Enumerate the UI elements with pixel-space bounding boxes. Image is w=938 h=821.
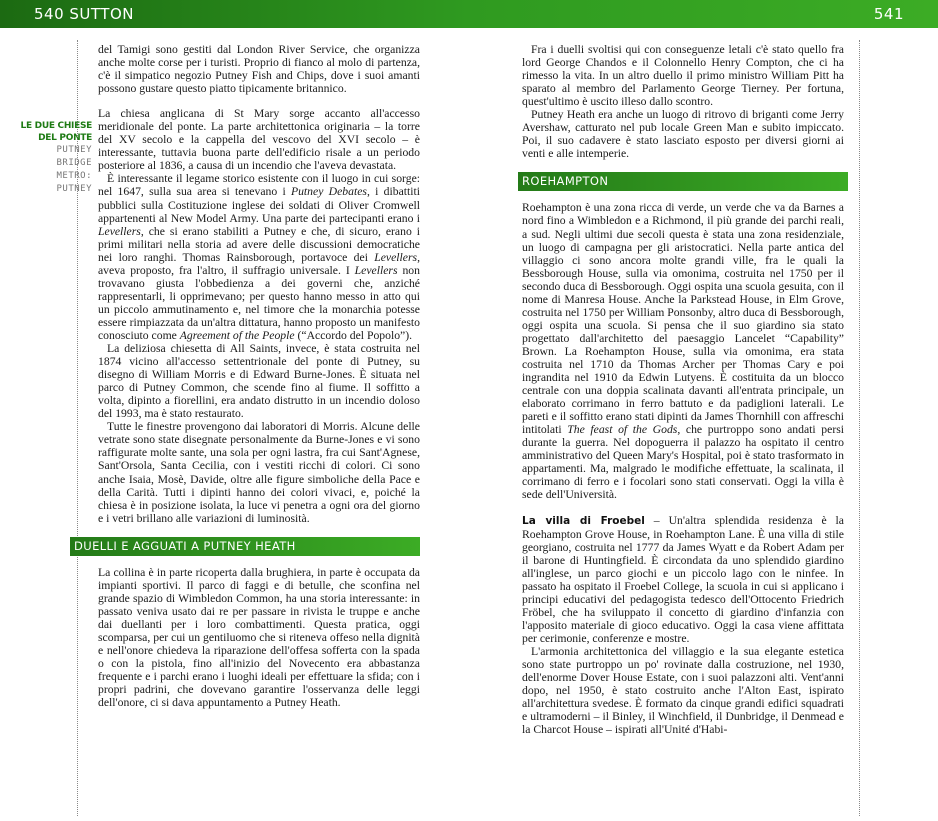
right-dotted-rule (859, 40, 860, 816)
paragraph: La villa di Froebel – Un'altra splendida residenza è la Roehampton Grove House, in Roehampton Lane. È una villa di stile georgiano, costruita nel 1777 da James Wyatt e da Robert Adam per il barone di Huntingfield. È circondata da uno splendido giardino all'inglese, un parco giochi e un piccolo lago con le ninfee. In passato ha ospitato il Froebel College, la scuola in cui si applicano i principi educativi del pedagogista tedesco dell'Ottocento Friedrich Fröbel, che ha sviluppato il concetto di giardino d'infanzia con l'apposito materiale di gioco educativo. Oggi la casa viene affittata per cerimonie, conferenze e mostre. (522, 513, 844, 645)
margin-note-subline: BRIDGE (56, 158, 92, 168)
page-header (0, 0, 938, 28)
paragraph: La deliziosa chiesetta di All Saints, invece, è stata costruita nel 1874 vicino all'accesso settentrionale del ponte di Putney, su disegno di William Morris e di Edward Burne-Jones. È situata nel parco di Putney Common, che scende fino al fiume. Il soffitto a volta, dipinto a fiorellini, era andato distrutto in un incendio doloso del 1993, ma è stato restaurato. (98, 342, 420, 421)
left-page-number: 540 SUTTON (34, 5, 134, 23)
paragraph: Fra i duelli svoltisi qui con conseguenze letali c'è stato quello fra lord George Chandos e il Colonnello Henry Compton, che ci ha rimesso la vita. In un altro duello il primo ministro William Pitt ha sparato al membro del Parlamento George Tierney. Per fortuna, quest'ultimo è uscito illeso dallo scontro. (522, 43, 844, 109)
paragraph: del Tamigi sono gestiti dal London River Service, che organizza anche molte corse per i turisti. Proprio di fianco al molo di partenza, c'è il simpatico negozio Putney Fish and Chips, dove i suoi amanti possono gustare questo piatto tipicamente britannico. (98, 43, 420, 96)
right-page-number: 541 (873, 5, 904, 23)
paragraph: L'armonia architettonica del villaggio e la sua elegante estetica sono state purtroppo un po' rovinate dalla costruzione, nel 1930, dell'enorme Dover House Estate, con i suoi palazzoni alti. Vent'anni dopo, nel 1950, è stato costruito anche l'Alton East, ispirato all'architettura svedese. È formato da cinque grandi edifici squadrati e ultramoderni – il Binley, il Winchfield, il Dunbridge, il Denmead e la Charcot House – ispirati all'Unité d'Habi- (522, 644, 844, 737)
margin-note-subline: PUTNEY (56, 145, 92, 155)
lead-in: La villa di Froebel (522, 514, 645, 527)
section-heading: DUELLI E AGGUATI A PUTNEY HEATH (70, 537, 420, 556)
paragraph: È interessante il legame storico esistente con il luogo in cui sorge: nel 1647, sulla sua area si tenevano i Putney Debates, i dibattiti pubblici sulla Costituzione inglese dei soldati di Oliver Cromwell appartenenti al New Model Army. Una parte dei partecipanti erano i Levellers, che si erano stabiliti a Putney e che, di sicuro, erano i primi militari nella storia ad avere delle discussioni democratiche nei loro ranghi. Thomas Rainsborough, portavoce dei Levellers, aveva proposto, fra l'altro, il suffragio universale. I Levellers non trovavano giusta l'obbedienza a dei governi che, anziché rappresentarli, li opprimevano; per questo hanno messo in atto qui un piccolo ammutinamento e, nel timore che la monarchia potesse essere rimpiazzata da un'altra dittatura, hanno proposto un manifesto conosciuto come Agreement of the People (“Accordo del Popolo”). (98, 172, 421, 342)
margin-note-subline: METRO: (56, 171, 92, 181)
paragraph: Roehampton è una zona ricca di verde, un verde che va da Barnes a nord fino a Wimbledon e a Richmond, il più grande dei parchi reali, a sud. Negli ultimi due secoli questa è stata una zona residenziale, un luogo di campagna per gli aristocratici. Nella parte antica del villaggio ci sono ancora molte grandi ville, fra le quali la Bessborough House, sulla via omonima, costruita nel 1750 per il secondo duca di Bessborough. Oggi ospita una scuola gesuita, con il nome di Manresa House. Anche la Parkstead House, in Elm Grove, costruita nel 1750 per William Ponsonby, altro duca di Bessborough, oggi ospita una scuola. Si pensa che il suo giardino sia stato progettato dall'architetto del paesaggio Lancelet “Capability” Brown. La Roehampton House, sulla via omonima, era stata costruita nel 1710 da Thomas Archer per Thomas Cary e poi ingrandita nel 1910 da Edwin Lutyens. È costituita da un blocco centrale con una doppia scalinata davanti all'entrata principale, un elaborato corrimano in ferro battuto e da padiglioni laterali. Le pareti e il soffitto erano stati dipinti da James Thornhill con affreschi intitolati The feast of the Gods, che purtroppo sono andati persi durante la guerra. Nel dopoguerra il palazzo ha ospitato il centro amministrativo del Queen Mary's Hospital, poi è stato trasformato in appartamenti. Ma, malgrado le modifiche effettuate, la scalinata, il corrimano di ferro e i focolari sono stati conservati. Oggi la villa è sede dell'Università. (522, 201, 845, 502)
paragraph: La chiesa anglicana di St Mary sorge accanto all'accesso meridionale del ponte. La parte architettonica originaria – la torre del XV secolo e la cappella del vescovo del XVI secolo – è interessante, tuttavia buona parte dell'edificio risale a un periodo posteriore al 1836, a causa di un incendio che l'aveva devastata. (98, 107, 420, 173)
paragraph: Putney Heath era anche un luogo di ritrovo di briganti come Jerry Avershaw, catturato nel pub locale Green Man e subito impiccato. Poi, il suo cadavere è stato lasciato esposto per diversi giorni ai venti e alle intemperie. (522, 108, 844, 161)
margin-note-title-line1: LE DUE CHIESE (20, 121, 92, 131)
section-heading: ROEHAMPTON (518, 172, 848, 191)
paragraph: La collina è in parte ricoperta dalla brughiera, in parte è occupata da impianti sportivi. Il parco di faggi e di betulle, che sconfina nel grande spazio di Wimbledon Common, ha una storia interessante: in passato veniva usato dai re per passare in rivista le truppe e anche dai duellanti per i loro combattimenti. Questa pratica, oggi scomparsa, per cui un gentiluomo che si riteneva offeso nella dignità e nell'onore chiedeva la riparazione dell'offesa sofferta con la spada o con la pistola, fino all'inizio del Novecento era abbastanza frequente e i parchi erano i luoghi ideali per effettuare la sfida; con i propri padrini, che dovevano garantire l'osservanza delle leggi dell'onore, ci si dava appuntamento a Putney Heath. (98, 565, 420, 710)
margin-note-subline: PUTNEY (56, 184, 92, 194)
margin-note-title-line2: DEL PONTE (38, 133, 92, 143)
right-column (522, 43, 844, 736)
margin-note (18, 120, 92, 196)
paragraph: Tutte le finestre provengono dai laboratori di Morris. Alcune delle vetrate sono state disegnate personalmente da Burne-Jones e vi sono raffigurate molte sante, una sola per ogni lastra, fra cui Sant'Agnese, Sant'Orsola, Santa Cecilia, con i vestiti ricchi di colori. Ci sono anche Isaia, Mosè, Davide, oltre alle figure simboliche della Pace e della Carità. Tutti i dipinti hanno dei colori vivaci, e, poiché la chiesa è in posizione isolata, la luce vi penetra a ogni ora del giorno e i vetri brillano alle variazioni di luminosità. (98, 420, 420, 525)
